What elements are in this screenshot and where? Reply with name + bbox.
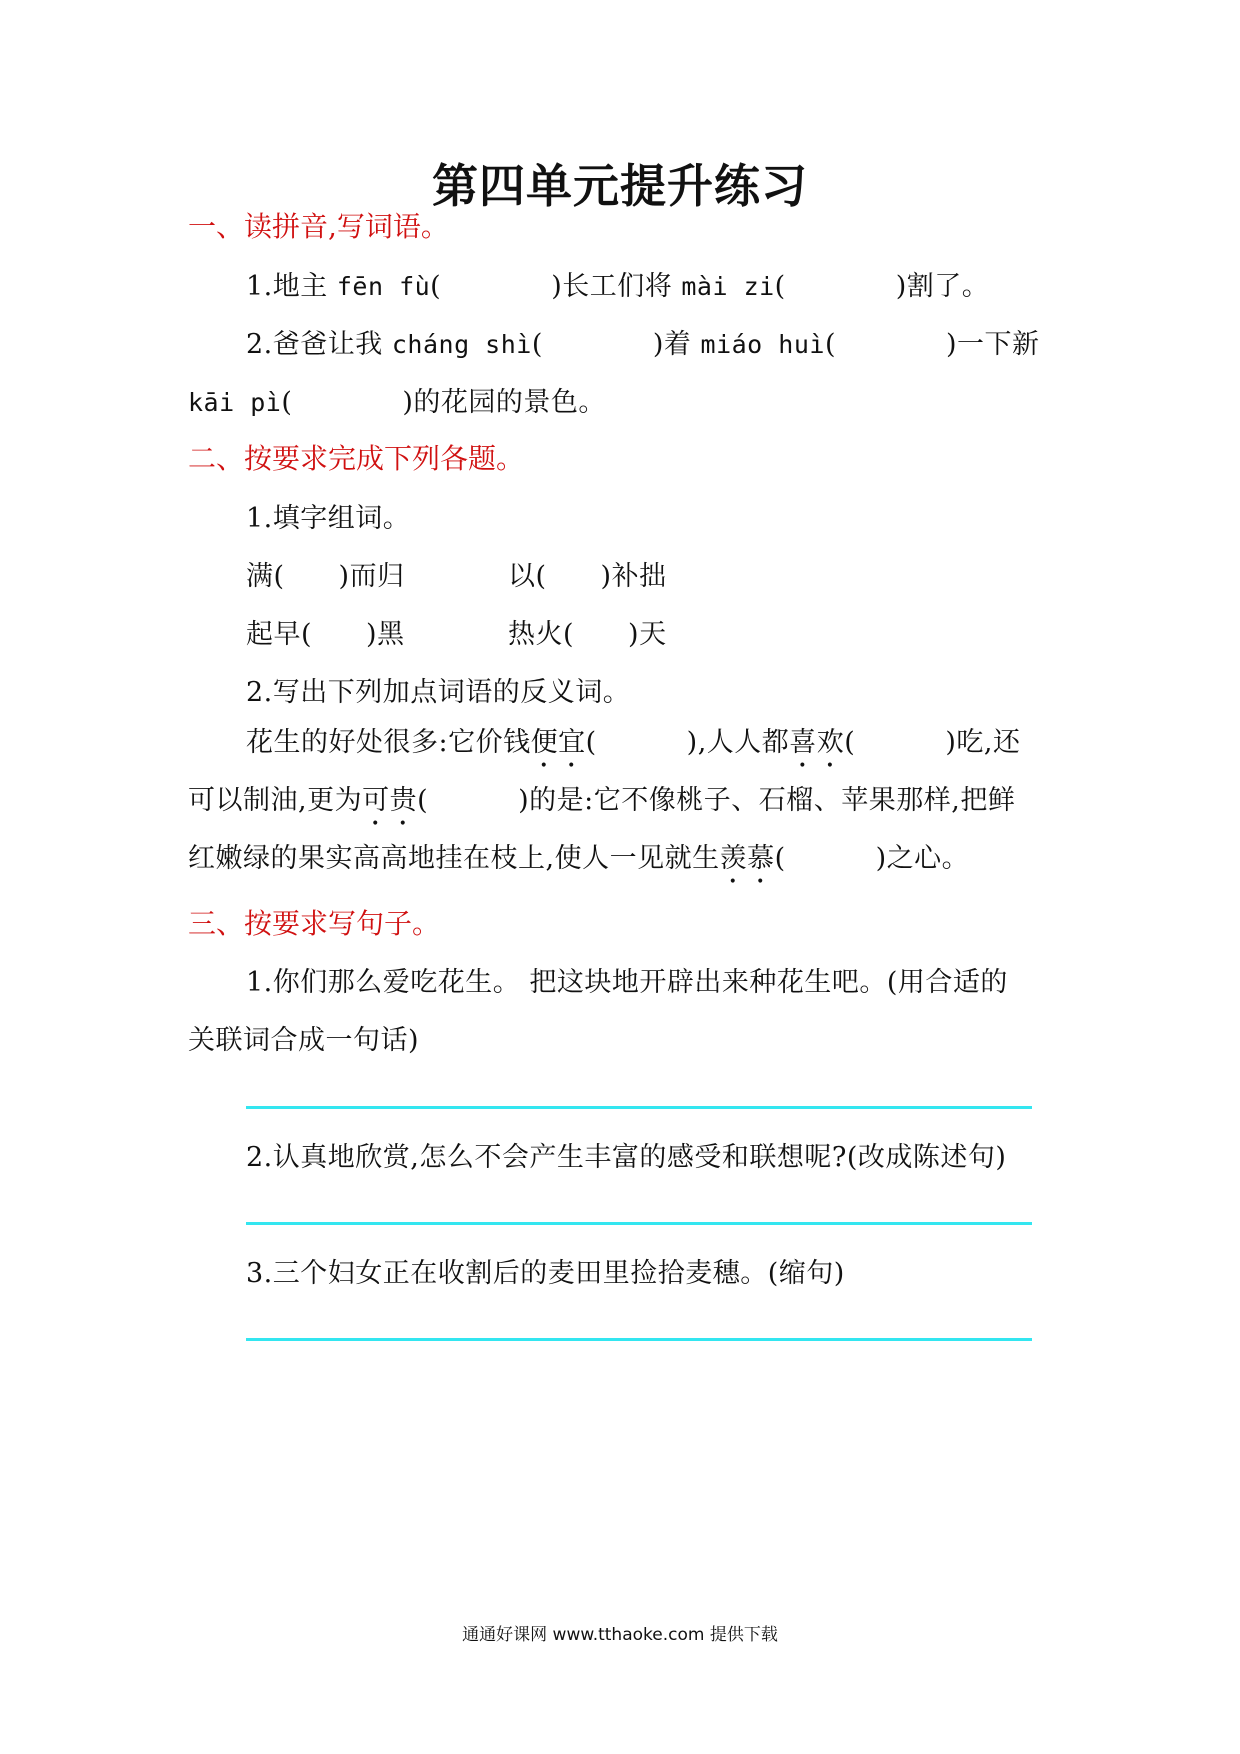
s3-q2-answer-line[interactable] [246,1222,1032,1225]
s2-p1-open-paren-1: ( [585,727,597,758]
s2-p2-open-paren: ( [417,785,429,816]
dotted-word-xianmu: 羡慕 [719,843,775,874]
s2-p1-text-b: ),人人都 [686,727,790,758]
dotted-word-xihuan: 喜欢 [789,727,845,758]
s3-question-2: 2.认真地欣赏,怎么不会产生丰富的感受和联想呢?(改成陈述句) [246,1142,1007,1173]
footer-credit: 通通好课网 www.tthaoke.com 提供下载 [462,1625,778,1645]
s2-r2-item-1-b: )黑 [366,619,405,650]
dotted-word-kegui: 可贵 [362,785,418,816]
s2-r1-item-2-a: 以( [508,561,547,592]
s3-q1-answer-line[interactable] [246,1106,1032,1109]
s2-passage-line-2 [188,778,1015,832]
s1-q2-text-b: )着 [652,329,692,360]
s2-q1-label: 1.填字组词。 [246,503,411,534]
s1-q2-open-paren-2: ( [824,329,836,360]
s1-question-2 [246,322,1040,361]
s2-r1-item-1-b: )而归 [338,561,405,592]
page-title: 第四单元提升练习 [432,159,808,213]
s1-q1-open-paren-2: ( [774,271,786,302]
s2-p2-text-a: 可以制油,更为 [188,785,363,816]
s1-question-1 [246,264,989,303]
s3-q3-answer-line[interactable] [246,1338,1032,1341]
s2-r2-item-2 [508,612,667,651]
s2-p3-open-paren: ( [774,843,786,874]
s2-p1-open-paren-2: ( [844,727,856,758]
s2-r1-item-1 [246,554,405,593]
dotted-word-pianyi: 便宜 [530,727,586,758]
s2-r2-item-1 [246,612,405,651]
s1-q2-pinyin-1: cháng shì [391,330,532,359]
s2-p2-text-b: )的是:它不像桃子、石榴、苹果那样,把鲜 [518,785,1016,816]
s2-r2-item-2-a: 热火( [508,619,575,650]
s1-question-2-cont [188,380,606,419]
s1-q2-pinyin-2: miáo huì [700,330,825,359]
s2-r2-item-2-b: )天 [628,619,667,650]
s2-p1-text-c: )吃,还 [945,727,1021,758]
section-1-heading: 一、读拼音,写词语。 [188,210,449,243]
s1-q2-open-paren-3: ( [281,387,293,418]
s3-question-3: 3.三个妇女正在收割后的麦田里捡拾麦穗。(缩句) [246,1258,845,1289]
s1-q1-text-b: )长工们将 [551,271,673,302]
s2-passage-line-3 [188,836,969,890]
s1-q2-open-paren-1: ( [531,329,543,360]
s2-p3-text-a: 红嫩绿的果实高高地挂在枝上,使人一见就生 [188,843,720,874]
s1-q2-text-c: )一下新 [945,329,1040,360]
s2-r1-item-2 [508,554,667,593]
s2-q2-label: 2.写出下列加点词语的反义词。 [246,677,631,708]
s2-p1-text-a: 花生的好处很多:它价钱 [246,727,531,758]
s1-q1-open-paren-1: ( [430,271,442,302]
s3-question-1-cont: 关联词合成一句话) [188,1025,420,1056]
s1-q1-text-c: )割了。 [895,271,990,302]
s1-q2-text-d: )的花园的景色。 [402,387,606,418]
section-3-heading: 三、按要求写句子。 [188,907,441,940]
s1-q1-pinyin-1: fēn fù [336,272,431,301]
s2-p3-text-b: )之心。 [875,843,970,874]
s2-passage-line-1 [246,720,1020,774]
s2-r1-item-2-b: )补拙 [600,561,667,592]
s1-q1-pinyin-2: mài zi [681,272,775,301]
s2-r2-item-1-a: 起早( [246,619,313,650]
s1-q2-pinyin-3: kāi pì [188,388,282,417]
s3-question-1: 1.你们那么爱吃花生。 把这块地开辟出来种花生吧。(用合适的 [246,967,1008,998]
section-2-heading: 二、按要求完成下列各题。 [188,442,525,475]
s1-q1-text-a: 1.地主 [246,271,328,302]
s2-r1-item-1-a: 满( [246,561,285,592]
s1-q2-text-a: 2.爸爸让我 [246,329,383,360]
